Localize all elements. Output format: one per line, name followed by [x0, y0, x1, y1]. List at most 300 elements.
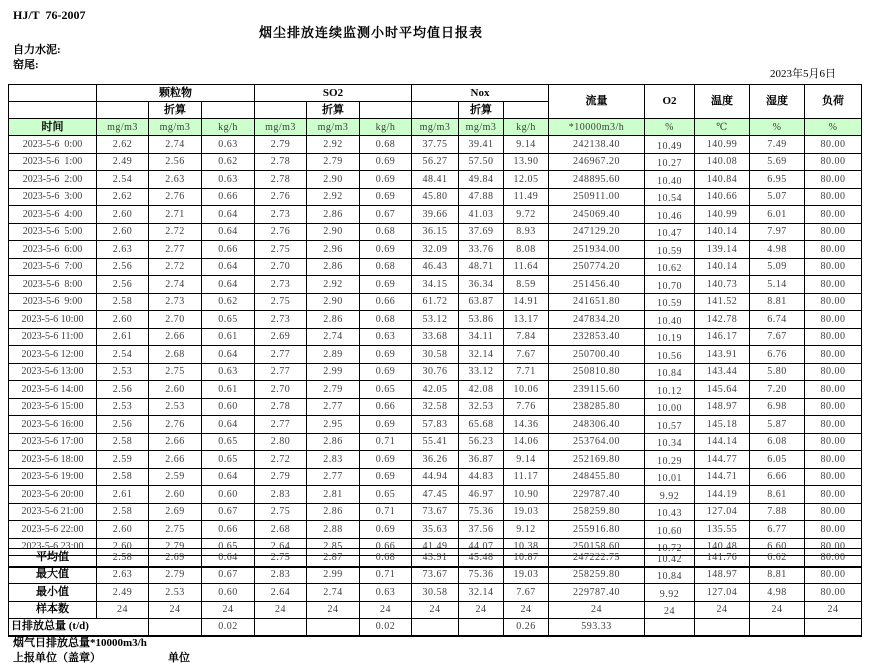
value-cell: 0.68	[360, 311, 412, 329]
daily-total-cell: 0.02	[360, 619, 412, 636]
value-cell: 80.00	[805, 258, 862, 276]
header-nox-group: Nox	[412, 85, 549, 102]
value-cell: 80.00	[805, 223, 862, 241]
daily-total-cell: 593.33	[549, 619, 645, 636]
value-cell: 80.00	[805, 293, 862, 311]
summary-label-cell: 最小值	[9, 584, 97, 602]
value-cell: 80.00	[805, 416, 862, 434]
value-cell: 148.97	[695, 566, 750, 584]
value-cell: 0.69	[360, 153, 412, 171]
value-cell: 9.12	[504, 521, 549, 539]
value-cell: 55.41	[412, 433, 459, 451]
value-cell: 80.00	[805, 241, 862, 259]
value-cell: 10.84	[645, 566, 695, 584]
daily-total-label: 日排放总量 (t/d)	[9, 619, 149, 636]
unit-cell: mg/m3	[459, 119, 504, 136]
value-cell: 75.36	[459, 503, 504, 521]
value-cell: 2.74	[307, 328, 360, 346]
value-cell: 252169.80	[549, 451, 645, 469]
value-cell: 10.29	[645, 451, 695, 469]
value-cell: 2.49	[97, 584, 149, 602]
value-cell: 41.03	[459, 206, 504, 224]
value-cell: 9.92	[645, 486, 695, 504]
table-row	[9, 241, 862, 259]
value-cell: 10.27	[645, 153, 695, 171]
value-cell: 57.50	[459, 153, 504, 171]
value-cell: 10.72	[645, 538, 695, 556]
value-cell: 2.49	[97, 153, 149, 171]
unit-cell: kg/h	[360, 119, 412, 136]
value-cell: 2.75	[255, 503, 307, 521]
value-cell: 2.79	[255, 468, 307, 486]
time-cell: 2023-5-6 4:00	[9, 206, 97, 224]
value-cell: 0.69	[360, 346, 412, 364]
unit-cell: kg/h	[202, 119, 255, 136]
value-cell: 0.69	[360, 171, 412, 189]
value-cell: 2.83	[255, 566, 307, 584]
value-cell: 24	[805, 601, 862, 619]
value-cell: 144.71	[695, 468, 750, 486]
value-cell: 30.58	[412, 584, 459, 602]
value-cell: 2.53	[97, 363, 149, 381]
time-cell: 2023-5-6 6:00	[9, 241, 97, 259]
value-cell: 0.65	[202, 311, 255, 329]
value-cell: 2.66	[149, 328, 202, 346]
header-blank	[97, 102, 149, 119]
value-cell: 0.69	[360, 276, 412, 294]
value-cell: 0.66	[202, 521, 255, 539]
unit-cell: %	[805, 119, 862, 136]
value-cell: 140.48	[695, 538, 750, 556]
value-cell: 10.43	[645, 503, 695, 521]
value-cell: 0.67	[202, 503, 255, 521]
value-cell: 53.86	[459, 311, 504, 329]
value-cell: 251934.00	[549, 241, 645, 259]
table-row	[9, 258, 862, 276]
daily-total-cell	[459, 619, 504, 636]
header-temperature: 温度	[695, 85, 750, 119]
table-row	[9, 153, 862, 171]
value-cell: 10.59	[645, 241, 695, 259]
value-cell: 2.72	[149, 258, 202, 276]
unit-cell: ℃	[695, 119, 750, 136]
value-cell: 0.60	[202, 486, 255, 504]
value-cell: 36.87	[459, 451, 504, 469]
value-cell: 13.90	[504, 153, 549, 171]
time-cell: 2023-5-6 16:00	[9, 416, 97, 434]
value-cell: 36.34	[459, 276, 504, 294]
header-so2-group: SO2	[255, 85, 412, 102]
value-cell: 2.83	[307, 451, 360, 469]
value-cell: 9.14	[504, 451, 549, 469]
value-cell: 245069.40	[549, 206, 645, 224]
header-o2: O2	[645, 85, 695, 119]
value-cell: 6.08	[750, 433, 805, 451]
value-cell: 0.67	[360, 206, 412, 224]
value-cell: 2.79	[255, 136, 307, 154]
table-row	[9, 566, 862, 584]
value-cell: 10.90	[504, 486, 549, 504]
value-cell: 6.95	[750, 171, 805, 189]
value-cell: 144.77	[695, 451, 750, 469]
value-cell: 53.12	[412, 311, 459, 329]
table-row	[9, 381, 862, 399]
value-cell: 0.71	[360, 503, 412, 521]
value-cell: 2.63	[97, 566, 149, 584]
value-cell: 0.68	[360, 136, 412, 154]
value-cell: 0.64	[202, 549, 255, 567]
value-cell: 24	[149, 601, 202, 619]
value-cell: 2.59	[97, 451, 149, 469]
time-cell: 2023-5-6 2:00	[9, 171, 97, 189]
table-row	[9, 468, 862, 486]
value-cell: 4.98	[750, 584, 805, 602]
unit-cell: mg/m3	[97, 119, 149, 136]
value-cell: 34.15	[412, 276, 459, 294]
value-cell: 75.36	[459, 566, 504, 584]
value-cell: 2.59	[149, 468, 202, 486]
daily-total-cell	[805, 619, 862, 636]
value-cell: 7.88	[750, 503, 805, 521]
daily-total-cell	[307, 619, 360, 636]
value-cell: 0.65	[360, 381, 412, 399]
daily-total-cell	[149, 619, 202, 636]
value-cell: 10.54	[645, 188, 695, 206]
value-cell: 2.53	[97, 398, 149, 416]
header-blank	[360, 102, 412, 119]
value-cell: 7.76	[504, 398, 549, 416]
table-row	[9, 549, 862, 567]
value-cell: 5.07	[750, 188, 805, 206]
value-cell: 14.06	[504, 433, 549, 451]
value-cell: 43.91	[412, 549, 459, 567]
value-cell: 2.77	[255, 363, 307, 381]
value-cell: 57.83	[412, 416, 459, 434]
value-cell: 2.79	[307, 153, 360, 171]
value-cell: 48.41	[412, 171, 459, 189]
header-blank	[202, 102, 255, 119]
unit-cell: kg/h	[504, 119, 549, 136]
value-cell: 2.63	[149, 171, 202, 189]
value-cell: 32.14	[459, 584, 504, 602]
value-cell: 80.00	[805, 566, 862, 584]
value-cell: 247129.20	[549, 223, 645, 241]
value-cell: 30.58	[412, 346, 459, 364]
value-cell: 2.90	[307, 223, 360, 241]
value-cell: 14.91	[504, 293, 549, 311]
unit-cell: *10000m3/h	[549, 119, 645, 136]
header-blank	[9, 85, 97, 102]
value-cell: 0.64	[202, 258, 255, 276]
value-cell: 0.68	[360, 258, 412, 276]
value-cell: 9.14	[504, 136, 549, 154]
unit-cell: %	[645, 119, 695, 136]
value-cell: 8.81	[750, 293, 805, 311]
value-cell: 24	[97, 601, 149, 619]
daily-total-cell	[645, 619, 695, 636]
value-cell: 250700.40	[549, 346, 645, 364]
daily-total-cell	[750, 619, 805, 636]
value-cell: 35.63	[412, 521, 459, 539]
value-cell: 0.64	[202, 416, 255, 434]
value-cell: 37.75	[412, 136, 459, 154]
value-cell: 2.70	[255, 381, 307, 399]
value-cell: 2.92	[307, 276, 360, 294]
value-cell: 4.98	[750, 241, 805, 259]
value-cell: 0.64	[202, 346, 255, 364]
value-cell: 42.08	[459, 381, 504, 399]
time-cell: 2023-5-6 14:00	[9, 381, 97, 399]
value-cell: 232853.40	[549, 328, 645, 346]
value-cell: 2.83	[255, 486, 307, 504]
daily-total-cell	[412, 619, 459, 636]
value-cell: 10.84	[645, 363, 695, 381]
value-cell: 0.66	[202, 188, 255, 206]
value-cell: 2.60	[97, 538, 149, 556]
value-cell: 2.75	[255, 293, 307, 311]
value-cell: 2.71	[149, 206, 202, 224]
value-cell: 11.49	[504, 188, 549, 206]
header-time: 时间	[9, 119, 97, 136]
value-cell: 2.79	[149, 538, 202, 556]
value-cell: 251456.40	[549, 276, 645, 294]
table-row	[9, 503, 862, 521]
summary-table	[8, 548, 862, 637]
value-cell: 253764.00	[549, 433, 645, 451]
value-cell: 2.96	[307, 241, 360, 259]
value-cell: 0.69	[360, 521, 412, 539]
value-cell: 2.92	[307, 188, 360, 206]
unit-cell: mg/m3	[412, 119, 459, 136]
value-cell: 30.76	[412, 363, 459, 381]
header-blank	[504, 102, 549, 119]
value-cell: 10.56	[645, 346, 695, 364]
value-cell: 2.64	[255, 538, 307, 556]
value-cell: 80.00	[805, 188, 862, 206]
value-cell: 0.66	[360, 293, 412, 311]
value-cell: 10.38	[504, 538, 549, 556]
value-cell: 2.86	[307, 311, 360, 329]
table-row	[9, 328, 862, 346]
value-cell: 250158.60	[549, 538, 645, 556]
value-cell: 2.66	[149, 433, 202, 451]
value-cell: 2.88	[307, 521, 360, 539]
flue-gas-total-note: 烟气日排放总量*10000m3/h	[13, 637, 147, 649]
value-cell: 19.03	[504, 503, 549, 521]
value-cell: 80.00	[805, 521, 862, 539]
value-cell: 0.65	[202, 451, 255, 469]
time-cell: 2023-5-6 10:00	[9, 311, 97, 329]
value-cell: 12.05	[504, 171, 549, 189]
value-cell: 24	[504, 601, 549, 619]
value-cell: 248455.80	[549, 468, 645, 486]
main-table	[8, 84, 862, 568]
value-cell: 10.47	[645, 223, 695, 241]
value-cell: 7.97	[750, 223, 805, 241]
value-cell: 0.69	[360, 451, 412, 469]
value-cell: 0.62	[202, 153, 255, 171]
value-cell: 0.61	[202, 328, 255, 346]
value-cell: 145.18	[695, 416, 750, 434]
table-row	[9, 486, 862, 504]
value-cell: 2.62	[97, 188, 149, 206]
value-cell: 0.69	[360, 363, 412, 381]
value-cell: 2.54	[97, 171, 149, 189]
value-cell: 13.17	[504, 311, 549, 329]
value-cell: 80.00	[805, 363, 862, 381]
report-date: 2023年5月6日	[770, 68, 836, 80]
value-cell: 0.66	[360, 538, 412, 556]
value-cell: 2.68	[149, 346, 202, 364]
value-cell: 0.64	[202, 468, 255, 486]
value-cell: 7.67	[504, 346, 549, 364]
value-cell: 2.69	[255, 328, 307, 346]
value-cell: 143.44	[695, 363, 750, 381]
table-row	[9, 171, 862, 189]
value-cell: 0.60	[202, 584, 255, 602]
value-cell: 32.58	[412, 398, 459, 416]
value-cell: 45.48	[459, 549, 504, 567]
table-row	[9, 311, 862, 329]
value-cell: 2.75	[149, 521, 202, 539]
value-cell: 2.70	[149, 311, 202, 329]
value-cell: 11.64	[504, 258, 549, 276]
value-cell: 2.85	[307, 538, 360, 556]
value-cell: 80.00	[805, 328, 862, 346]
value-cell: 2.56	[97, 276, 149, 294]
value-cell: 2.79	[149, 566, 202, 584]
value-cell: 238285.80	[549, 398, 645, 416]
value-cell: 0.68	[360, 549, 412, 567]
unit-cell: mg/m3	[255, 119, 307, 136]
value-cell: 80.00	[805, 538, 862, 556]
value-cell: 10.34	[645, 433, 695, 451]
company-name: 自力水泥:	[13, 44, 61, 56]
value-cell: 0.63	[202, 136, 255, 154]
value-cell: 2.73	[255, 276, 307, 294]
value-cell: 49.84	[459, 171, 504, 189]
value-cell: 9.92	[645, 584, 695, 602]
value-cell: 248306.40	[549, 416, 645, 434]
value-cell: 0.60	[202, 398, 255, 416]
value-cell: 2.74	[149, 136, 202, 154]
value-cell: 2.92	[307, 136, 360, 154]
value-cell: 33.76	[459, 241, 504, 259]
value-cell: 127.04	[695, 503, 750, 521]
table-row	[9, 398, 862, 416]
value-cell: 2.73	[255, 311, 307, 329]
table-row	[9, 416, 862, 434]
value-cell: 2.79	[307, 381, 360, 399]
value-cell: 2.61	[97, 328, 149, 346]
value-cell: 0.67	[202, 566, 255, 584]
value-cell: 140.14	[695, 258, 750, 276]
value-cell: 80.00	[805, 549, 862, 567]
value-cell: 2.86	[307, 433, 360, 451]
value-cell: 32.53	[459, 398, 504, 416]
value-cell: 19.03	[504, 566, 549, 584]
value-cell: 0.63	[202, 363, 255, 381]
value-cell: 2.72	[149, 223, 202, 241]
value-cell: 80.00	[805, 276, 862, 294]
header-row-units	[9, 119, 862, 136]
value-cell: 44.94	[412, 468, 459, 486]
main-table-body	[9, 136, 862, 568]
value-cell: 258259.80	[549, 503, 645, 521]
unit-cell: mg/m3	[307, 119, 360, 136]
value-cell: 56.23	[459, 433, 504, 451]
value-cell: 2.54	[97, 346, 149, 364]
value-cell: 8.59	[504, 276, 549, 294]
time-cell: 2023-5-6 1:00	[9, 153, 97, 171]
time-cell: 2023-5-6 17:00	[9, 433, 97, 451]
value-cell: 10.12	[645, 381, 695, 399]
value-cell: 247222.75	[549, 549, 645, 567]
value-cell: 2.90	[307, 293, 360, 311]
time-cell: 2023-5-6 22:00	[9, 521, 97, 539]
value-cell: 5.69	[750, 153, 805, 171]
value-cell: 2.77	[149, 241, 202, 259]
header-pm-group: 颗粒物	[97, 85, 255, 102]
value-cell: 45.80	[412, 188, 459, 206]
value-cell: 0.71	[360, 433, 412, 451]
value-cell: 2.86	[307, 206, 360, 224]
value-cell: 24	[645, 601, 695, 619]
header-load: 负荷	[805, 85, 862, 119]
table-row	[9, 433, 862, 451]
value-cell: 10.59	[645, 293, 695, 311]
value-cell: 255916.80	[549, 521, 645, 539]
value-cell: 143.91	[695, 346, 750, 364]
value-cell: 140.66	[695, 188, 750, 206]
value-cell: 2.77	[307, 398, 360, 416]
value-cell: 2.81	[307, 486, 360, 504]
value-cell: 0.69	[360, 188, 412, 206]
value-cell: 11.17	[504, 468, 549, 486]
value-cell: 2.58	[97, 549, 149, 567]
time-cell: 2023-5-6 20:00	[9, 486, 97, 504]
value-cell: 80.00	[805, 206, 862, 224]
value-cell: 7.84	[504, 328, 549, 346]
summary-table-body	[9, 549, 862, 636]
value-cell: 80.00	[805, 381, 862, 399]
value-cell: 246967.20	[549, 153, 645, 171]
value-cell: 24	[750, 601, 805, 619]
value-cell: 8.08	[504, 241, 549, 259]
value-cell: 140.08	[695, 153, 750, 171]
value-cell: 2.60	[149, 381, 202, 399]
time-cell: 2023-5-6 13:00	[9, 363, 97, 381]
time-cell: 2023-5-6 0:00	[9, 136, 97, 154]
value-cell: 24	[255, 601, 307, 619]
value-cell: 14.36	[504, 416, 549, 434]
value-cell: 2.78	[255, 171, 307, 189]
value-cell: 2.76	[149, 188, 202, 206]
report-unit-label: 上报单位（盖章）	[13, 652, 101, 664]
time-cell: 2023-5-6 8:00	[9, 276, 97, 294]
value-cell: 2.56	[97, 416, 149, 434]
value-cell: 2.58	[97, 503, 149, 521]
value-cell: 10.46	[645, 206, 695, 224]
value-cell: 0.69	[360, 416, 412, 434]
value-cell: 5.14	[750, 276, 805, 294]
value-cell: 0.64	[202, 206, 255, 224]
header-pm-converted: 折算	[149, 102, 202, 119]
header-humidity: 湿度	[750, 85, 805, 119]
value-cell: 2.69	[149, 503, 202, 521]
value-cell: 2.58	[97, 293, 149, 311]
value-cell: 2.62	[97, 136, 149, 154]
